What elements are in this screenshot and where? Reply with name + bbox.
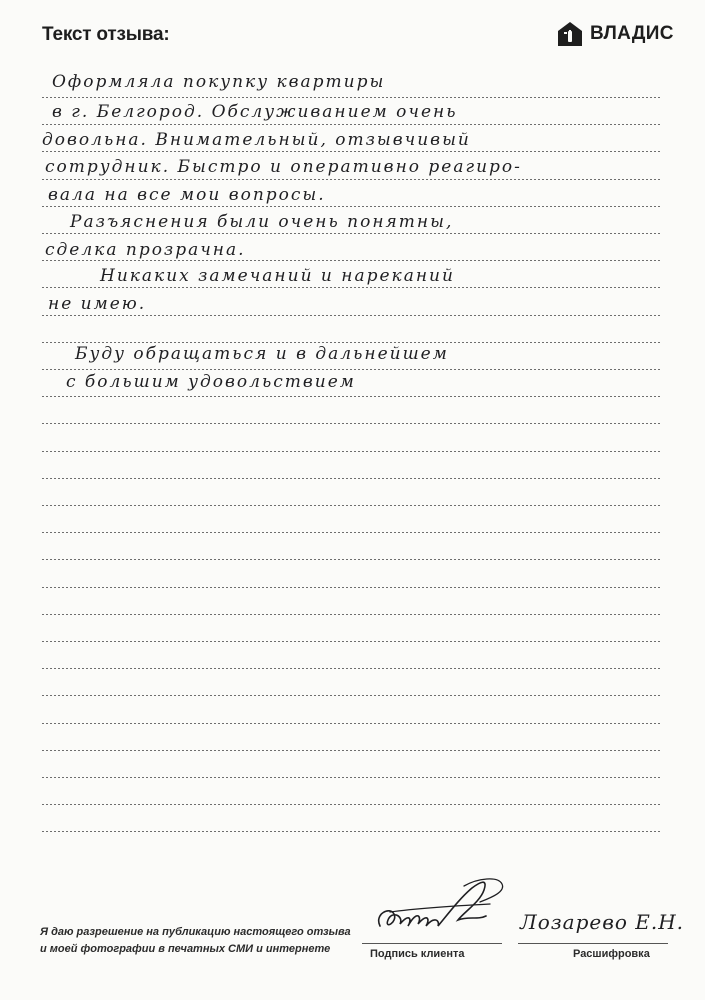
handwritten-line: с большим удовольствием xyxy=(66,372,356,392)
signature-label: Подпись клиента xyxy=(370,948,465,960)
handwritten-line: вала на все мои вопросы. xyxy=(48,185,326,205)
consent-line-1: Я даю разрешение на публикацию настоящего отзыва xyxy=(40,926,351,938)
handwritten-line: довольна. Внимательный, отзывчивый xyxy=(42,130,471,150)
handwritten-line: Оформляла покупку квартиры xyxy=(52,72,386,92)
decode-label: Расшифровка xyxy=(573,948,650,960)
signature-line xyxy=(362,943,502,944)
decode-value: Лозарево Е.Н. xyxy=(520,910,684,934)
handwritten-line: Разъяснения были очень понятны, xyxy=(70,212,454,232)
decode-line xyxy=(518,943,668,944)
handwritten-line: не имею. xyxy=(48,294,147,314)
form-title: Текст отзыва: xyxy=(42,24,170,45)
handwritten-line: сотрудник. Быстро и оперативно реагиро- xyxy=(45,157,522,177)
brand-name: ВЛАДИС xyxy=(590,23,674,44)
client-signature-scribble xyxy=(360,868,525,943)
handwritten-line: Буду обращаться и в дальнейшем xyxy=(75,344,449,364)
handwritten-line: в г. Белгород. Обслуживанием очень xyxy=(52,102,458,122)
handwritten-line: сделка прозрачна. xyxy=(45,240,246,260)
handwritten-line: Никаких замечаний и нареканий xyxy=(100,266,455,286)
consent-line-2: и моей фотографии в печатных СМИ и интернете xyxy=(40,943,331,955)
publication-consent xyxy=(40,924,351,958)
